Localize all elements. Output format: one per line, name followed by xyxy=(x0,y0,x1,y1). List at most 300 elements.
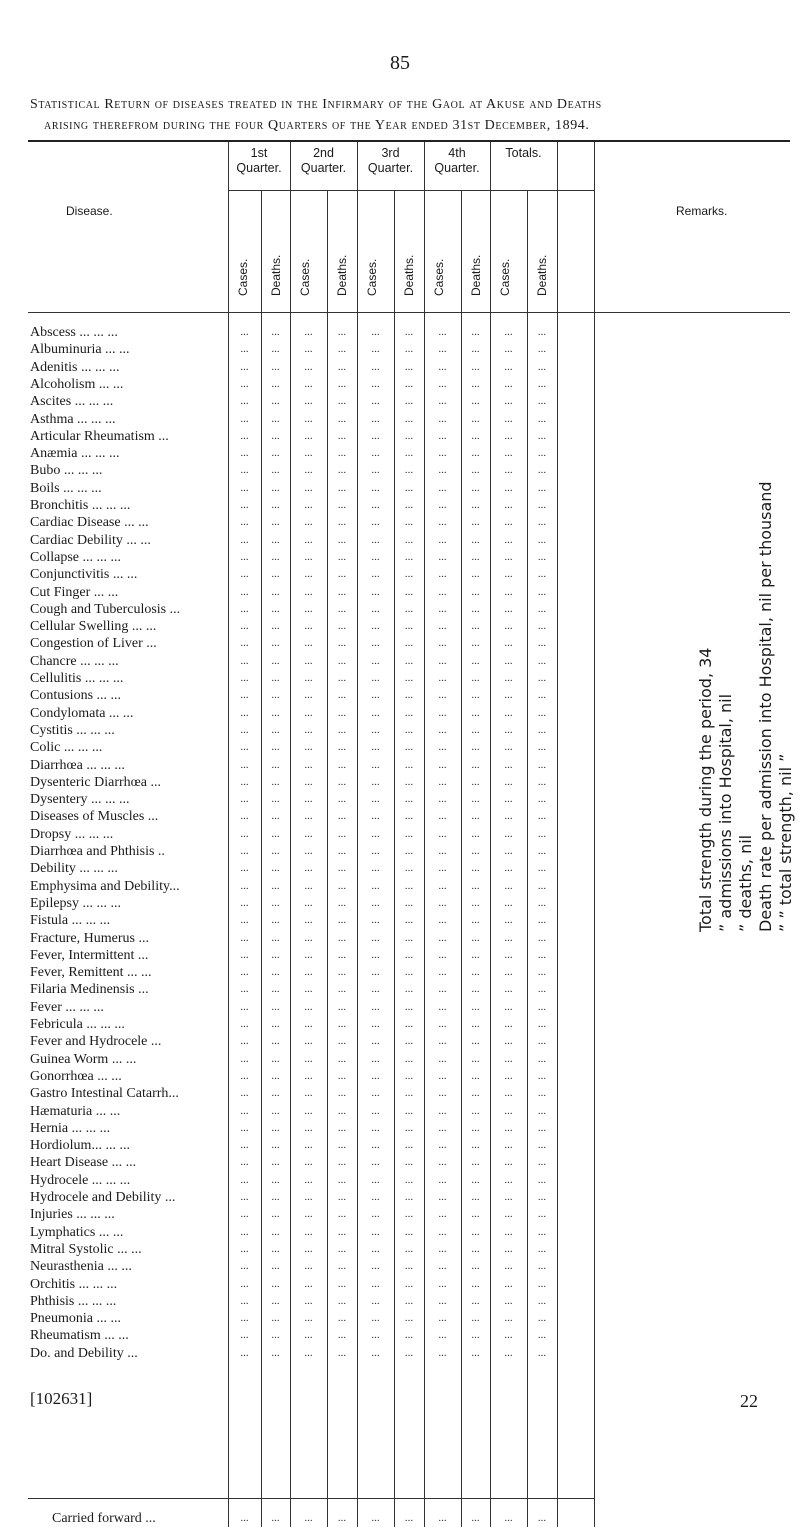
table-row xyxy=(28,324,594,341)
table-row xyxy=(28,930,594,947)
disease-name: Cough and Tuberculosis ... xyxy=(30,601,181,617)
value-cell: ... xyxy=(471,1329,480,1342)
cases-subheader-label: Cases. xyxy=(298,258,312,296)
value-cell: ... xyxy=(240,326,249,338)
value-cell: ... xyxy=(371,585,380,598)
value-cell: ... xyxy=(504,1312,513,1325)
value-cell: ... xyxy=(271,447,280,460)
disease-column-header: Disease. xyxy=(66,204,113,218)
value-cell: ... xyxy=(438,845,447,857)
quarter-header-line: 1st xyxy=(250,146,268,160)
value-cell: ... xyxy=(240,499,249,511)
value-cell: ... xyxy=(404,1018,414,1030)
value-cell: ... xyxy=(471,1035,480,1048)
cases-subheader-label: Cases. xyxy=(365,258,379,296)
value-cell: ... xyxy=(240,550,249,563)
value-cell: ... xyxy=(271,1000,280,1013)
value-cell: ... xyxy=(404,550,414,563)
table-row xyxy=(28,670,594,687)
table-row xyxy=(28,1016,594,1033)
value-cell: ... xyxy=(240,775,249,788)
value-cell: ... xyxy=(504,758,513,771)
value-cell: ... xyxy=(504,983,513,996)
carried-forward-cell: ... xyxy=(471,1512,480,1524)
page-number: 85 xyxy=(390,52,410,74)
cases-subheader xyxy=(230,196,258,306)
value-cell: ... xyxy=(404,723,414,736)
value-cell: ... xyxy=(240,1087,249,1100)
value-cell: ... xyxy=(240,602,249,615)
value-cell: ... xyxy=(240,966,249,979)
value-cell: ... xyxy=(371,464,380,477)
quarter-header xyxy=(228,146,290,176)
value-cell: ... xyxy=(471,1018,480,1030)
value-cell: ... xyxy=(404,706,414,719)
table-row xyxy=(28,860,594,877)
carried-forward-cell: ... xyxy=(304,1512,313,1524)
value-cell: ... xyxy=(404,983,414,996)
value-cell: ... xyxy=(438,1121,447,1134)
value-cell: ... xyxy=(304,1069,313,1082)
table-row xyxy=(28,791,594,808)
value-cell: ... xyxy=(471,1087,480,1100)
table-row xyxy=(28,1172,594,1189)
table-row xyxy=(28,843,594,860)
value-cell: ... xyxy=(304,360,313,373)
value-cell: ... xyxy=(371,983,380,996)
disease-name: Colic ... ... ... xyxy=(30,740,103,756)
value-cell: ... xyxy=(304,1312,313,1325)
value-cell: ... xyxy=(371,533,380,546)
value-cell: ... xyxy=(337,1069,347,1082)
value-cell: ... xyxy=(537,1312,547,1325)
value-cell: ... xyxy=(504,326,513,338)
value-cell: ... xyxy=(537,516,547,529)
value-cell: ... xyxy=(371,914,380,927)
value-cell: ... xyxy=(471,966,480,979)
deaths-subheader-label: Deaths. xyxy=(469,254,483,296)
quarter-header-line: 2nd xyxy=(313,146,334,160)
value-cell: ... xyxy=(404,1294,414,1307)
value-cell: ... xyxy=(471,343,480,356)
value-cell: ... xyxy=(240,343,249,356)
value-cell: ... xyxy=(304,931,313,944)
value-cell: ... xyxy=(471,464,480,477)
value-cell: ... xyxy=(438,1225,447,1238)
value-cell: ... xyxy=(471,1052,480,1065)
value-cell: ... xyxy=(371,689,380,702)
disease-name: Cystitis ... ... ... xyxy=(30,722,115,738)
value-cell: ... xyxy=(404,360,414,373)
value-cell: ... xyxy=(404,343,414,356)
value-cell: ... xyxy=(471,741,480,754)
value-cell: ... xyxy=(404,1052,414,1065)
value-cell: ... xyxy=(438,723,447,736)
value-cell: ... xyxy=(471,516,480,529)
value-cell: ... xyxy=(404,1346,414,1359)
disease-name: Do. and Debility ... xyxy=(30,1345,138,1361)
value-cell: ... xyxy=(404,1104,414,1117)
table-row xyxy=(28,359,594,376)
value-cell: ... xyxy=(240,1173,249,1186)
value-cell: ... xyxy=(337,429,347,442)
value-cell: ... xyxy=(371,1242,380,1255)
table-row xyxy=(28,964,594,981)
value-cell: ... xyxy=(438,637,447,650)
value-cell: ... xyxy=(304,550,313,563)
value-cell: ... xyxy=(271,1052,280,1065)
value-cell: ... xyxy=(438,689,447,702)
disease-name: Epilepsy ... ... ... xyxy=(30,895,121,911)
value-cell: ... xyxy=(504,706,513,719)
value-cell: ... xyxy=(471,1104,480,1117)
value-cell: ... xyxy=(504,723,513,736)
disease-name: Heart Disease ... ... xyxy=(30,1155,137,1171)
value-cell: ... xyxy=(240,1069,249,1082)
value-cell: ... xyxy=(371,516,380,529)
disease-name: Congestion of Liver ... xyxy=(30,636,157,652)
table-row xyxy=(28,1154,594,1171)
header-bottom-rule xyxy=(28,312,790,313)
value-cell: ... xyxy=(371,775,380,788)
disease-name: Diarrhœa and Phthisis .. xyxy=(30,844,165,859)
table-row xyxy=(28,584,594,601)
value-cell: ... xyxy=(404,377,414,390)
value-cell: ... xyxy=(537,931,547,944)
disease-name: Debility ... ... ... xyxy=(30,861,118,877)
value-cell: ... xyxy=(504,1139,513,1152)
value-cell: ... xyxy=(537,723,547,736)
value-cell: ... xyxy=(537,896,547,909)
disease-name: Orchitis ... ... ... xyxy=(30,1276,118,1292)
value-cell: ... xyxy=(404,499,414,511)
table-row xyxy=(28,1120,594,1137)
disease-name: Mitral Systolic ... ... xyxy=(30,1241,142,1257)
table-row xyxy=(28,739,594,756)
value-cell: ... xyxy=(240,637,249,650)
value-cell: ... xyxy=(304,568,313,581)
value-cell: ... xyxy=(371,810,380,823)
page-title xyxy=(30,94,790,136)
value-cell: ... xyxy=(537,343,547,356)
value-cell: ... xyxy=(337,499,347,511)
table-row xyxy=(28,808,594,825)
value-cell: ... xyxy=(438,602,447,615)
value-cell: ... xyxy=(371,672,380,684)
value-cell: ... xyxy=(438,1000,447,1013)
value-cell: ... xyxy=(271,1191,280,1203)
value-cell: ... xyxy=(471,1277,480,1290)
value-cell: ... xyxy=(404,966,414,979)
cases-subheader-label: Cases. xyxy=(236,258,250,296)
value-cell: ... xyxy=(371,879,380,892)
value-cell: ... xyxy=(504,1121,513,1134)
value-cell: ... xyxy=(504,1294,513,1307)
value-cell: ... xyxy=(304,741,313,754)
value-cell: ... xyxy=(438,1052,447,1065)
value-cell: ... xyxy=(371,326,380,338)
value-cell: ... xyxy=(271,533,280,546)
value-cell: ... xyxy=(504,654,513,667)
value-cell: ... xyxy=(337,585,347,598)
disease-name: Cut Finger ... ... xyxy=(30,584,119,600)
disease-name: Hæmaturia ... ... xyxy=(30,1103,121,1119)
value-cell: ... xyxy=(371,429,380,442)
value-cell: ... xyxy=(404,654,414,667)
value-cell: ... xyxy=(504,1191,513,1203)
value-cell: ... xyxy=(337,1035,347,1048)
value-cell: ... xyxy=(404,1173,414,1186)
value-cell: ... xyxy=(471,1225,480,1238)
value-cell: ... xyxy=(537,775,547,788)
value-cell: ... xyxy=(271,1312,280,1325)
value-cell: ... xyxy=(404,793,414,806)
value-cell: ... xyxy=(471,810,480,823)
value-cell: ... xyxy=(304,672,313,684)
value-cell: ... xyxy=(404,931,414,944)
value-cell: ... xyxy=(371,568,380,581)
value-cell: ... xyxy=(304,810,313,823)
table-row xyxy=(28,653,594,670)
value-cell: ... xyxy=(371,395,380,408)
value-cell: ... xyxy=(471,499,480,511)
value-cell: ... xyxy=(537,395,547,408)
value-cell: ... xyxy=(304,1277,313,1290)
value-cell: ... xyxy=(371,481,380,494)
remarks-line: Death rate per admission into Hospital, nil per thousand xyxy=(756,481,775,932)
value-cell: ... xyxy=(438,447,447,460)
value-cell: ... xyxy=(438,412,447,425)
disease-name: Condylomata ... ... xyxy=(30,705,134,721)
value-cell: ... xyxy=(504,412,513,425)
value-cell: ... xyxy=(337,1329,347,1342)
value-cell: ... xyxy=(404,429,414,442)
value-cell: ... xyxy=(438,775,447,788)
value-cell: ... xyxy=(504,1018,513,1030)
value-cell: ... xyxy=(471,481,480,494)
disease-name: Fistula ... ... ... xyxy=(30,913,111,929)
value-cell: ... xyxy=(304,637,313,650)
value-cell: ... xyxy=(240,689,249,702)
value-cell: ... xyxy=(438,706,447,719)
value-cell: ... xyxy=(371,862,380,875)
value-cell: ... xyxy=(271,775,280,788)
value-cell: ... xyxy=(337,827,347,840)
disease-name: Albuminuria ... ... xyxy=(30,342,130,358)
value-cell: ... xyxy=(438,758,447,771)
value-cell: ... xyxy=(471,447,480,460)
cases-subheader xyxy=(292,196,320,306)
quarter-header xyxy=(490,146,557,161)
value-cell: ... xyxy=(438,1294,447,1307)
value-cell: ... xyxy=(471,1156,480,1169)
disease-name: Guinea Worm ... ... xyxy=(30,1051,137,1067)
value-cell: ... xyxy=(337,810,347,823)
quarter-header-rule xyxy=(228,190,594,191)
disease-name: Asthma ... ... ... xyxy=(30,411,116,427)
value-cell: ... xyxy=(240,931,249,944)
disease-name: Fever ... ... ... xyxy=(30,999,104,1015)
value-cell: ... xyxy=(371,706,380,719)
value-cell: ... xyxy=(240,862,249,875)
value-cell: ... xyxy=(271,1156,280,1169)
value-cell: ... xyxy=(337,654,347,667)
table-row xyxy=(28,601,594,618)
value-cell: ... xyxy=(438,1069,447,1082)
value-cell: ... xyxy=(304,706,313,719)
value-cell: ... xyxy=(240,1329,249,1342)
disease-name: Chancre ... ... ... xyxy=(30,653,119,669)
table-row xyxy=(28,1085,594,1102)
value-cell: ... xyxy=(304,516,313,529)
value-cell: ... xyxy=(537,1277,547,1290)
value-cell: ... xyxy=(240,706,249,719)
value-cell: ... xyxy=(471,602,480,615)
deaths-subheader xyxy=(529,196,557,306)
value-cell: ... xyxy=(537,914,547,927)
value-cell: ... xyxy=(271,689,280,702)
value-cell: ... xyxy=(371,741,380,754)
table-row xyxy=(28,1103,594,1120)
value-cell: ... xyxy=(471,1069,480,1082)
value-cell: ... xyxy=(438,620,447,633)
value-cell: ... xyxy=(304,775,313,788)
value-cell: ... xyxy=(471,793,480,806)
remarks-line: Total strength during the period, 34 xyxy=(696,647,715,932)
value-cell: ... xyxy=(504,1069,513,1082)
value-cell: ... xyxy=(240,412,249,425)
value-cell: ... xyxy=(438,464,447,477)
value-cell: ... xyxy=(504,1104,513,1117)
value-cell: ... xyxy=(271,360,280,373)
value-cell: ... xyxy=(438,1104,447,1117)
value-cell: ... xyxy=(537,1242,547,1255)
value-cell: ... xyxy=(471,620,480,633)
value-cell: ... xyxy=(404,620,414,633)
value-cell: ... xyxy=(438,516,447,529)
value-cell: ... xyxy=(271,896,280,909)
value-cell: ... xyxy=(438,568,447,581)
value-cell: ... xyxy=(404,481,414,494)
value-cell: ... xyxy=(438,377,447,390)
value-cell: ... xyxy=(337,689,347,702)
deaths-subheader xyxy=(463,196,491,306)
value-cell: ... xyxy=(438,1156,447,1169)
quarter-header-line: 4th xyxy=(448,146,466,160)
value-cell: ... xyxy=(240,585,249,598)
value-cell: ... xyxy=(271,1260,280,1273)
value-cell: ... xyxy=(504,966,513,979)
value-cell: ... xyxy=(240,429,249,442)
value-cell: ... xyxy=(304,1121,313,1134)
value-cell: ... xyxy=(438,499,447,511)
value-cell: ... xyxy=(337,343,347,356)
value-cell: ... xyxy=(404,637,414,650)
value-cell: ... xyxy=(438,862,447,875)
value-cell: ... xyxy=(240,1242,249,1255)
value-cell: ... xyxy=(471,948,480,961)
value-cell: ... xyxy=(337,931,347,944)
carried-forward-cell: ... xyxy=(504,1512,513,1524)
value-cell: ... xyxy=(438,585,447,598)
disease-name: Conjunctivitis ... ... xyxy=(30,567,138,583)
table-row xyxy=(28,1241,594,1258)
value-cell: ... xyxy=(537,1104,547,1117)
value-cell: ... xyxy=(304,896,313,909)
disease-name: Ascites ... ... ... xyxy=(30,394,114,410)
disease-name: Diarrhœa ... ... ... xyxy=(30,757,125,773)
remarks-line: ” deaths, nil xyxy=(736,834,755,932)
value-cell: ... xyxy=(404,1242,414,1255)
value-cell: ... xyxy=(271,931,280,944)
value-cell: ... xyxy=(271,1277,280,1290)
value-cell: ... xyxy=(537,1346,547,1359)
value-cell: ... xyxy=(438,1277,447,1290)
value-cell: ... xyxy=(471,672,480,684)
value-cell: ... xyxy=(271,620,280,633)
value-cell: ... xyxy=(337,447,347,460)
value-cell: ... xyxy=(404,585,414,598)
disease-name: Emphysima and Debility... xyxy=(30,878,180,894)
value-cell: ... xyxy=(304,464,313,477)
value-cell: ... xyxy=(271,862,280,875)
value-cell: ... xyxy=(438,983,447,996)
table-row xyxy=(28,999,594,1016)
value-cell: ... xyxy=(371,1087,380,1100)
value-cell: ... xyxy=(404,533,414,546)
value-cell: ... xyxy=(404,775,414,788)
value-cell: ... xyxy=(271,810,280,823)
value-cell: ... xyxy=(404,464,414,477)
value-cell: ... xyxy=(371,1208,380,1221)
value-cell: ... xyxy=(304,395,313,408)
value-cell: ... xyxy=(371,1346,380,1359)
value-cell: ... xyxy=(504,550,513,563)
disease-name: Collapse ... ... ... xyxy=(30,549,121,565)
carried-forward-cell: ... xyxy=(371,1512,380,1524)
value-cell: ... xyxy=(537,637,547,650)
value-cell: ... xyxy=(438,1191,447,1203)
value-cell: ... xyxy=(304,758,313,771)
value-cell: ... xyxy=(304,1191,313,1203)
value-cell: ... xyxy=(504,845,513,857)
value-cell: ... xyxy=(471,1191,480,1203)
table-row xyxy=(28,757,594,774)
value-cell: ... xyxy=(271,1294,280,1307)
value-cell: ... xyxy=(471,360,480,373)
cases-subheader xyxy=(426,196,454,306)
value-cell: ... xyxy=(371,1069,380,1082)
value-cell: ... xyxy=(271,412,280,425)
value-cell: ... xyxy=(471,706,480,719)
disease-name: Bubo ... ... ... xyxy=(30,463,103,479)
value-cell: ... xyxy=(304,447,313,460)
value-cell: ... xyxy=(438,793,447,806)
value-cell: ... xyxy=(404,1329,414,1342)
carried-forward-cell: ... xyxy=(337,1512,347,1524)
value-cell: ... xyxy=(371,1277,380,1290)
value-cell: ... xyxy=(504,672,513,684)
value-cell: ... xyxy=(537,1156,547,1169)
value-cell: ... xyxy=(371,1104,380,1117)
value-cell: ... xyxy=(304,827,313,840)
deaths-subheader xyxy=(263,196,291,306)
value-cell: ... xyxy=(371,1139,380,1152)
value-cell: ... xyxy=(471,412,480,425)
table-row xyxy=(28,687,594,704)
value-cell: ... xyxy=(537,620,547,633)
value-cell: ... xyxy=(537,983,547,996)
